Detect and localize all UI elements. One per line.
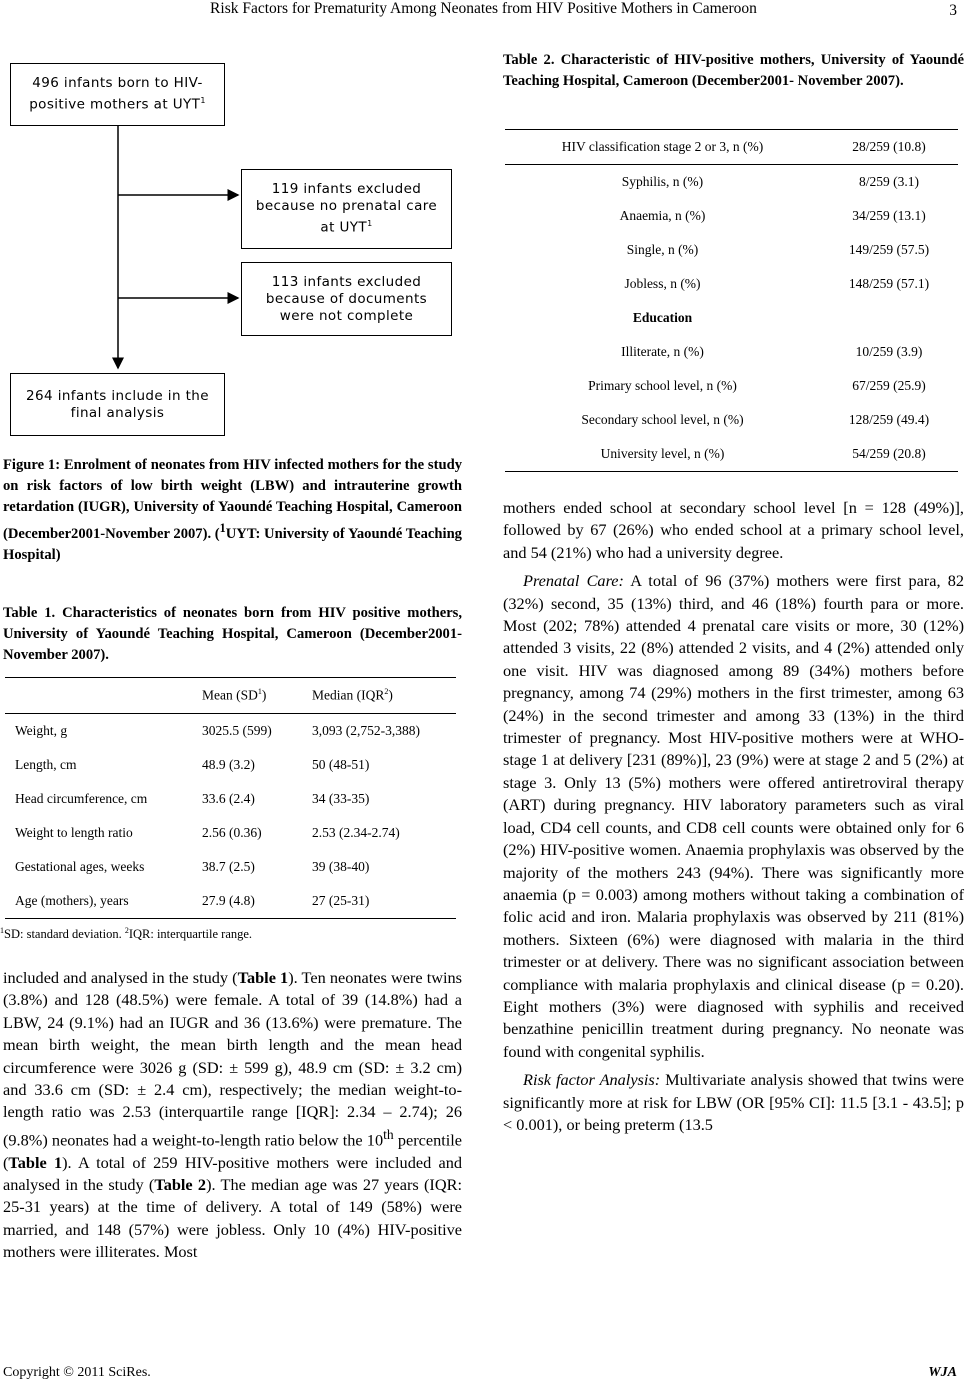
table-row: Secondary school level, n (%) 128/259 (49.4) — [581, 412, 930, 427]
table-row: Single, n (%) 149/259 (57.5) — [626, 242, 930, 257]
body-paragraph: mothers ended school at secondary school level [n = 128 (49%)], followed by 67 (26%) who ended school at a primary school level, and 54 (21%) who had a university degree. — [503, 498, 964, 562]
right-body-text — [503, 497, 964, 1142]
left-body-text — [3, 967, 462, 1270]
table-row: Illiterate, n (%) 10/259 (3.9) — [621, 344, 923, 359]
table2-ref: Table 2 — [154, 1175, 207, 1195]
table-row: Anaemia, n (%) 34/259 (13.1) — [619, 208, 926, 223]
table1-header-blank — [5, 678, 202, 714]
table2 — [505, 129, 958, 472]
table-row: Length, cm 48.9 (3.2) 50 (48-51) — [15, 757, 370, 772]
running-title: Risk Factors for Prematurity Among Neonates from HIV Positive Mothers in Cameroon — [210, 0, 757, 17]
flow-box-start: 496 infants born to HIV-positive mothers at UYT$^1$ — [10, 63, 225, 126]
table-row: Syphilis, n (%) 8/259 (3.1) — [621, 174, 919, 189]
page-number: 3 — [949, 2, 957, 19]
table1-header-mean: Mean $(SD^1)$ — [202, 687, 267, 703]
table-row: Weight, g 3025.5 (599) 3,093 (2,752-3,388) — [15, 723, 420, 738]
footer-journal: WJA — [928, 1365, 957, 1380]
table-row: HIV classification stage 2 or 3, n (%) 28/259 (10.8) — [505, 130, 958, 165]
risk-factor-paragraph: Risk factor Analysis: Multivariate analysis showed that twins were significantly more at risk for LBW (OR [95% CI]: 11.5 [3.1 - 43.5]; p < 0.001), or being preterm (13.5 — [503, 1070, 964, 1134]
table1-footnote: $^1$SD: standard deviation. $^2$IQR: interquartile range. — [0, 926, 253, 942]
table-row-section: Education — [632, 310, 693, 325]
table1-header-median: Median (IQR$^2$) — [312, 687, 393, 703]
enrolment-flowchart — [0, 50, 462, 450]
table-row: Gestational ages, weeks 38.7 (2.5) 39 (38-40) — [15, 859, 370, 874]
table-row: Jobless, n (%) 148/259 (57.1) — [624, 276, 930, 291]
table-row: Weight to length ratio 2.56 (0.36) 2.53 (2.34-2.74) — [15, 825, 400, 840]
table1 — [5, 677, 456, 919]
table-row: Age (mothers), years 27.9 (4.8) 27 (25-31) — [5, 884, 456, 919]
table-row: Head circumference, cm 33.6 (2.4) 34 (33-35) — [15, 791, 370, 806]
flow-box-excluded-no-prenatal: 119 infants excluded because no prenatal care at UYT$^1$ — [241, 169, 452, 249]
footer-copyright: Copyright © 2011 SciRes. — [3, 1365, 151, 1380]
figure1-caption: Figure 1: Enrolment of neonates from HIV infected mothers for the study on risk factors of low birth weight (LBW) and intrauterine growth retardation (IUGR), University of Yaoundé Teaching Hospital, Cameroon (December2001-November 2007). ($^1$UYT: University of Yaoundé Teaching Hospital) — [3, 457, 462, 563]
table1-ref: Table 1 — [8, 1152, 63, 1172]
table-row: Primary school level, n (%) 67/259 (25.9) — [588, 378, 926, 393]
table2-caption: Table 2. Characteristic of HIV-positive mothers, University of Yaoundé Teaching Hospital, Cameroon (December2001- November 2007). — [503, 52, 964, 89]
table1-caption: Table 1. Characteristics of neonates born from HIV positive mothers, University of Yaoundé Teaching Hospital, Cameroon (December2001- November 2007). — [3, 605, 462, 663]
table1-ref: Table 1 — [237, 968, 289, 987]
flow-box-final: 264 infants include in the final analysis — [10, 373, 225, 436]
running-header — [0, 0, 967, 24]
table1-header-row — [5, 678, 456, 714]
body-paragraph: included and analysed in the study (Table 1). Ten neonates were twins (3.8%) and 128 (48.5%) were female. A total of 39 (14.8%) had a LBW, 24 (9.1%) had an IUGR and 36 (13.6%) were premature. The mean birth weight, the mean birth length and the mean head circumference were 3026 g (SD: ± 599 g), 48.9 cm (SD: ± 3.2 cm) and 33.6 cm (SD: ± 2.4 cm), respectively; the median weight-to-length ratio was 2.53 (interquartile range [IQR]: 2.34 – 2.74); 26 (9.8%) neonates had a weight-to-length ratio below the 10th percentile (Table 1). A total of 259 HIV-positive mothers were included and analysed in the study (Table 2). The median age was 27 years (IQR: 25-31 years) at the time of delivery. A total of 149 (58%) were married, and 148 (57%) were jobless. Only 10 (4%) HIV-positive mothers were illiterates. Most — [3, 968, 463, 1262]
flow-box-excluded-documents: 113 infants excluded because of documents were not complete — [241, 262, 452, 336]
prenatal-care-paragraph: Prenatal Care: A total of 96 (37%) mothers were first para, 82 (32%) second, 35 (13%) third, and 46 (18%) fourth para or more. Most (202; 78%) attended 4 prenatal care visits or more, 30 (12%) attended 3 visits, 22 (8%) attended 2 visits, and 4 (2%) attended only one visit. HIV was diagnosed among 89 (34%) mothers before pregnancy, among 74 (29%) mothers in the first trimester, among 63 (24%) in the second trimester and among 33 (13%) in the third trimester of pregnancy. Most HIV-positive mothers were at WHO-stage 1 at delivery [231 (89%)], 23 (9%) were at stage 2 and 5 (2%) at stage 3. Only 13 (5%) mothers were offered antiretroviral therapy (ART) during pregnancy. HIV laboratory parameters such as viral load, CD4 cell counts, and CD8 cell counts were obtained only for 6 (2%) HIV-positive women. Anaemia prophylaxis was observed by the majority of the mothers 243 (94%). There was significantly more anaemia (p = 0.003) among mothers without taking a combination of folic acid and iron. Malaria prophylaxis was observed by 211 (81%) mothers. Sixteen (6%) were diagnosed with malaria in the third trimester or at delivery. There was no significant association between compliance with malaria prophylaxis and clinical disease (p = 0.20). Eight mothers (3%) were diagnosed with syphilis and received benzathine penicillin treatment during pregnancy. No neonate was found with congenital syphilis. — [503, 571, 964, 1061]
table-row: University level, n (%) 54/259 (20.8) — [505, 437, 958, 472]
